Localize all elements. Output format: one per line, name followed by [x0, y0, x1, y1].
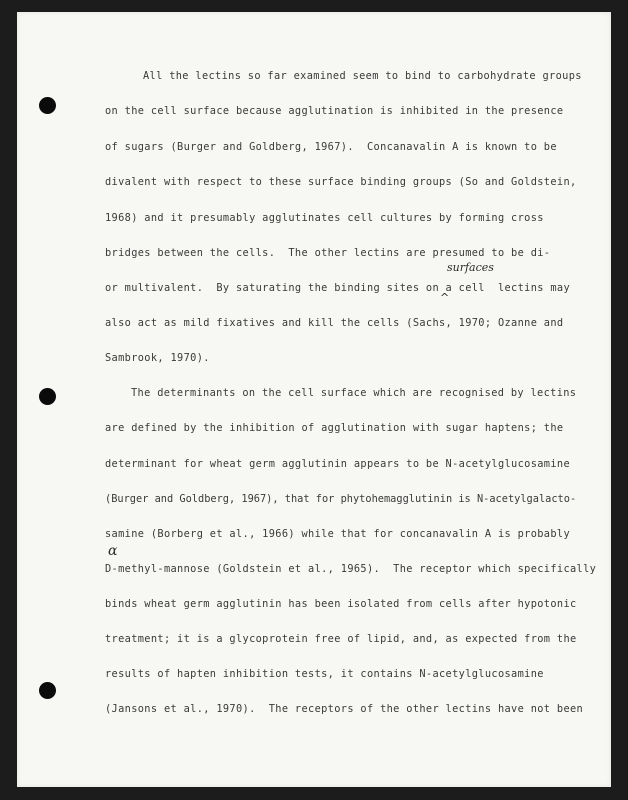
handwritten-alpha-mark: α: [108, 543, 118, 559]
text-line: also act as mild fixatives and kill the cells (Sachs, 1970; Ozanne and: [105, 317, 564, 329]
text-line: samine (Borberg et al., 1966) while that for concanavalin A is probably: [105, 528, 570, 540]
text-line: 1968) and it presumably agglutinates cell cultures by forming cross: [105, 212, 544, 224]
text-line: bridges between the cells. The other lectins are presumed to be di-: [105, 247, 551, 259]
typed-page: [17, 12, 611, 787]
handwritten-insert-surfaces: surfaces: [447, 261, 494, 274]
text-line: Sambrook, 1970).: [105, 352, 210, 364]
insertion-caret-mark: ^: [440, 291, 450, 304]
text-line: or multivalent. By saturating the binding sites on a cell lectins may: [105, 282, 570, 294]
text-line: results of hapten inhibition tests, it contains N-acetylglucosamine: [105, 668, 544, 680]
text-line: divalent with respect to these surface binding groups (So and Goldstein,: [105, 176, 577, 188]
text-line: on the cell surface because agglutination is inhibited in the presence: [105, 105, 564, 117]
text-line: treatment; it is a glycoprotein free of lipid, and, as expected from the: [105, 633, 577, 645]
text-line: of sugars (Burger and Goldberg, 1967). Concanavalin A is known to be: [105, 141, 557, 153]
text-line: D-methyl-mannose (Goldstein et al., 1965). The receptor which specifically: [105, 563, 597, 575]
text-line: The determinants on the cell surface which are recognised by lectins: [131, 387, 577, 399]
text-line: (Burger and Goldberg, 1967), that for phytohemagglutinin is N-acetylgalacto-: [105, 493, 577, 505]
text-line: binds wheat germ agglutinin has been isolated from cells after hypotonic: [105, 598, 577, 610]
text-line: are defined by the inhibition of agglutination with sugar haptens; the: [105, 422, 564, 434]
punch-hole-middle: [39, 388, 56, 405]
text-line: (Jansons et al., 1970). The receptors of the other lectins have not been: [105, 703, 584, 715]
punch-hole-top: [39, 97, 56, 114]
text-line: All the lectins so far examined seem to bind to carbohydrate groups: [143, 70, 582, 82]
punch-hole-bottom: [39, 682, 56, 699]
text-line: determinant for wheat germ agglutinin appears to be N-acetylglucosamine: [105, 458, 570, 470]
